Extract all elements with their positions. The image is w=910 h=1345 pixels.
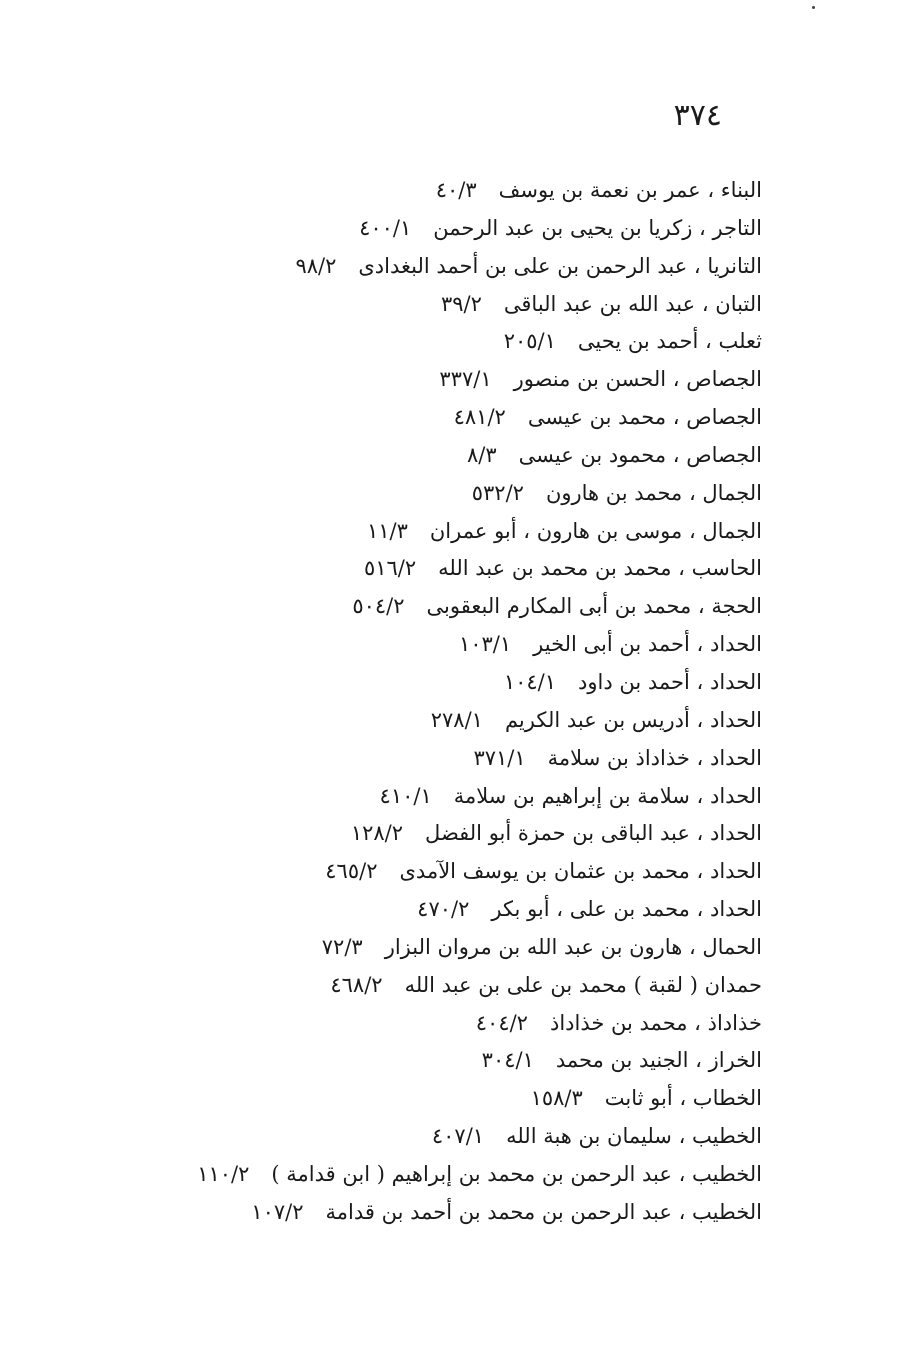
entry-name: الخطاب ، أبو ثابت: [604, 1086, 762, 1111]
entry-name: الحداد ، أحمد بن أبى الخير: [533, 632, 762, 657]
entry-reference: ٥٣٢/٢: [471, 480, 524, 505]
entry-reference: ٤٠٧/١: [431, 1124, 485, 1149]
entry-name: الخراز ، الجنيد بن محمد: [555, 1048, 762, 1073]
entry-reference: ٧٢/٣: [321, 934, 363, 959]
index-entry: [122, 1005, 762, 1043]
entry-name: التبان ، عبد الله بن عبد الباقى: [503, 291, 762, 316]
entry-reference: ١٠٣/١: [458, 632, 512, 657]
entry-reference: ١١٠/٢: [197, 1161, 250, 1186]
index-entry: [122, 437, 762, 475]
index-entry: [122, 778, 762, 816]
entry-name: الحداد ، خذاداذ بن سلامة: [547, 745, 762, 770]
entry-name: الحداد ، سلامة بن إبراهيم بن سلامة: [453, 783, 762, 808]
entry-name: الحداد ، أدريس بن عبد الكريم: [504, 707, 762, 732]
entry-reference: ٤٧٠/٢: [417, 897, 470, 922]
entry-name: الجصاص ، محمود بن عيسى: [518, 442, 762, 467]
entry-reference: ٣٣٧/١: [439, 367, 492, 392]
entry-reference: ١٠٤/١: [503, 669, 557, 694]
page-speck: [812, 6, 815, 9]
entry-reference: ٣٧١/١: [473, 745, 526, 770]
entry-reference: ٨/٣: [467, 442, 497, 467]
index-entry: [122, 210, 762, 248]
entry-reference: ٤٠/٣: [435, 178, 477, 202]
index-entry: [122, 361, 762, 399]
index-entry: [122, 1042, 762, 1080]
index-entry: [122, 475, 762, 513]
entry-reference: ٤٦٥/٢: [325, 859, 378, 884]
entry-name: الحداد ، عبد الباقى بن حمزة أبو الفضل: [425, 821, 762, 846]
index-entry: [122, 172, 762, 210]
entry-name: الجصاص ، الحسن بن منصور: [513, 367, 762, 392]
entry-name: الجمال ، موسى بن هارون ، أبو عمران: [429, 518, 762, 543]
entry-reference: ٢٧٨/١: [430, 707, 483, 732]
entry-reference: ٢٠٥/١: [503, 329, 556, 354]
index-entry: [122, 1118, 762, 1156]
index-entry: [122, 929, 762, 967]
entry-reference: ٣٩/٢: [440, 291, 482, 316]
index-entry: [122, 248, 762, 286]
index-entry: [122, 588, 762, 626]
entry-name: خذاداذ ، محمد بن خذاداذ: [549, 1010, 762, 1035]
page-number: ٣٧٤: [673, 98, 722, 133]
entry-reference: ١٠٧/٢: [251, 1199, 304, 1224]
entry-name: الخطيب ، سليمان بن هبة الله: [506, 1124, 762, 1149]
entry-reference: ٥١٦/٢: [363, 556, 417, 581]
index-entry: [122, 550, 762, 588]
entry-reference: ٣٠٤/١: [481, 1048, 534, 1073]
index-entry: [122, 399, 762, 437]
entry-reference: ٥٠٤/٢: [352, 594, 405, 619]
index-entry: [122, 967, 762, 1005]
entry-reference: ٤٠٠/١: [359, 215, 412, 240]
index-entry: [122, 513, 762, 551]
entry-reference: ٤٦٨/٢: [330, 972, 383, 997]
entry-reference: ٤١٠/١: [379, 783, 432, 808]
entry-reference: ٩٨/٢: [295, 253, 337, 278]
index-entry: [122, 1194, 762, 1232]
entry-reference: ٤٠٤/٢: [475, 1010, 528, 1035]
entry-reference: ٤٨١/٢: [453, 405, 506, 430]
entry-name: الحجة ، محمد بن أبى المكارم البعقوبى: [426, 594, 762, 619]
index-entry: [122, 664, 762, 702]
index-entry: [122, 286, 762, 324]
entry-name: الجمال ، محمد بن هارون: [545, 480, 762, 505]
index-entry: [122, 853, 762, 891]
entry-name: التانريا ، عبد الرحمن بن على بن أحمد البغدادى: [358, 253, 762, 278]
index-entry: [122, 891, 762, 929]
index-entry: [122, 740, 762, 778]
entry-reference: ١٢٨/٢: [350, 821, 404, 846]
index-entry: [122, 626, 762, 664]
index-entry: [122, 1080, 762, 1118]
entry-name: الحداد ، أحمد بن داود: [578, 669, 762, 694]
entry-reference: ١١/٣: [366, 518, 408, 543]
entry-name: البناء ، عمر بن نعمة بن يوسف: [498, 178, 762, 202]
index-entry: [122, 323, 762, 361]
index-entry: [122, 702, 762, 740]
entry-name: الخطيب ، عبد الرحمن بن محمد بن أحمد بن قدامة: [325, 1199, 762, 1224]
entry-name: ثعلب ، أحمد بن يحيى: [577, 329, 762, 354]
entry-name: التاجر ، زكريا بن يحيى بن عبد الرحمن: [433, 215, 762, 240]
entry-reference: ١٥٨/٣: [530, 1086, 583, 1111]
entry-name: حمدان ( لقبة ) محمد بن على بن عبد الله: [404, 972, 762, 997]
entry-name: الخطيب ، عبد الرحمن بن محمد بن إبراهيم ( ابن قدامة ): [271, 1161, 762, 1186]
entry-name: الحداد ، محمد بن على ، أبو بكر: [491, 897, 762, 922]
entry-name: الحمال ، هارون بن عبد الله بن مروان البزار: [384, 934, 762, 959]
index-entry: [122, 1156, 762, 1194]
entry-name: الحداد ، محمد بن عثمان بن يوسف الآمدى: [399, 859, 762, 884]
index-entries: [122, 172, 762, 1232]
index-entry: [122, 815, 762, 853]
entry-name: الحاسب ، محمد بن محمد بن عبد الله: [438, 556, 762, 581]
entry-name: الجصاص ، محمد بن عيسى: [527, 405, 762, 430]
